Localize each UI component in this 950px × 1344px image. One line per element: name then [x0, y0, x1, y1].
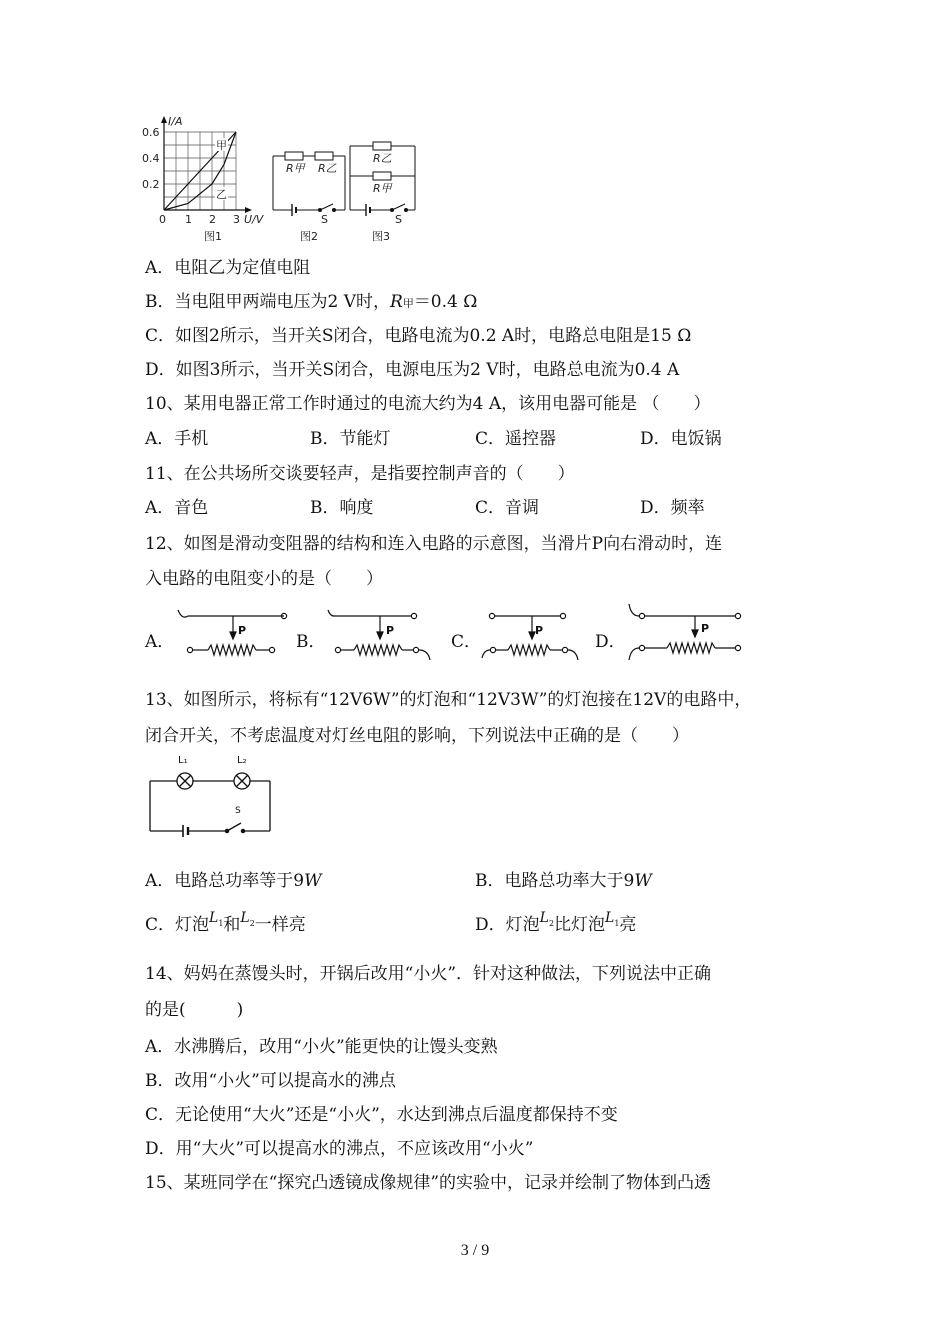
y-tick-0-2: 0.2	[142, 178, 160, 191]
q13-option-d-pre: D．灯泡	[475, 915, 540, 935]
q14-option-d: D．用“大火”可以提高水的沸点，不应该改用“小火”	[145, 1139, 534, 1159]
q11-option-a: A．音色	[145, 498, 209, 518]
q13-option-d	[475, 910, 637, 939]
q12-stem-line2: 入电路的电阻变小的是（ ）	[145, 569, 383, 589]
q13-option-b-unit: W	[634, 871, 652, 891]
x-tick-0: 0	[159, 213, 166, 226]
fig3-switch-label: S	[395, 213, 402, 226]
q9-option-c: C．如图2所示，当开关S闭合，电路电流为0.2 A时，电路总电阻是15 Ω	[145, 326, 692, 346]
fig3-r-bottom: R甲	[373, 182, 392, 195]
q9-option-b-sub: 甲	[402, 297, 414, 310]
q13-stem-line2: 闭合开关，不考虑温度对灯丝电阻的影响，下列说法中正确的是（ ）	[145, 726, 689, 746]
q14-stem-line1: 14、妈妈在蒸馒头时，开锅后改用“小火”．针对这种做法，下列说法中正确	[145, 964, 712, 984]
fig2-caption: 图2	[300, 230, 318, 243]
q13-option-d-mid: 比灯泡	[554, 915, 606, 935]
y-axis-label: I/A	[168, 115, 183, 128]
x-axis-label: U/V	[244, 213, 264, 226]
q12-option-b-label: B．	[296, 632, 326, 652]
q12-stem-line1: 12、如图是滑动变阻器的结构和连入电路的示意图，当滑片P向右滑动时，连	[145, 534, 723, 554]
q9-option-d: D．如图3所示，当开关S闭合，电源电压为2 V时，电路总电流为0.4 A	[145, 360, 680, 380]
y-tick-0-4: 0.4	[142, 152, 160, 165]
x-tick-1: 1	[185, 213, 192, 226]
rheostat-c	[478, 606, 583, 664]
q14-option-c: C．无论使用“大火”还是“小火”，水达到沸点后温度都保持不变	[145, 1105, 618, 1125]
rheostat-a	[172, 606, 292, 664]
page-number: 3 / 9	[460, 1242, 490, 1259]
q13-option-d-post: 亮	[619, 915, 637, 935]
fig3-caption: 图3	[372, 230, 390, 243]
rheostat-d-slider-label: P	[701, 622, 710, 635]
q15-stem-line1: 15、某班同学在“探究凸透镜成像规律”的实验中，记录并绘制了物体到凸透	[145, 1173, 712, 1193]
q13-option-c-pre: C．灯泡	[145, 915, 210, 935]
q13-option-c-mid: 和	[223, 915, 241, 935]
q13-option-c-post: 一样亮	[254, 915, 306, 935]
q11-option-d: D．频率	[640, 498, 705, 518]
x-tick-2: 2	[209, 213, 216, 226]
q10-option-a: A．手机	[145, 429, 209, 449]
curve-label-yi: 乙	[216, 188, 227, 201]
q13-option-b-text: B．电路总功率大于9	[475, 871, 635, 891]
iv-graph	[142, 115, 265, 243]
q9-option-b-pre: B．当电阻甲两端电压为2 V时，	[145, 292, 390, 312]
q12-option-a-label: A．	[145, 632, 175, 652]
q9-figures	[140, 112, 420, 244]
q11-option-b: B．响度	[310, 498, 374, 518]
rheostat-b-slider-label: P	[386, 624, 395, 637]
curve-label-jia: 甲	[216, 139, 227, 152]
q12-option-c-label: C．	[451, 632, 482, 652]
q13-circuit	[145, 755, 275, 837]
q12-option-d-label: D．	[595, 632, 626, 652]
q9-option-b-symbol: R	[390, 292, 403, 312]
q10-stem: 10、某用电器正常工作时通过的电流大约为4 A，该用电器可能是 （ ）	[145, 394, 711, 414]
q13-option-c-l1-sub: 1	[218, 919, 224, 928]
y-tick-0-6: 0.6	[142, 126, 160, 139]
rheostat-c-slider-label: P	[535, 624, 544, 637]
fig2-r-left: R甲	[286, 162, 305, 175]
q11-option-c: C．音调	[475, 498, 540, 518]
q10-option-d: D．电饭锅	[640, 429, 722, 449]
q13-option-d-l1-sub: 1	[614, 919, 620, 928]
q13-stem-line1: 13、如图所示，将标有“12V6W”的灯泡和“12V3W”的灯泡接在12V的电路中，	[145, 690, 752, 710]
q13-option-d-l2-sub: 2	[548, 919, 555, 928]
fig2-r-right: R乙	[318, 162, 337, 175]
q14-stem-line2: 的是( )	[145, 1000, 244, 1020]
q13-circuit-l2-label: L₂	[237, 755, 247, 766]
fig1-caption: 图1	[204, 230, 222, 243]
rheostat-d	[623, 602, 753, 664]
x-tick-3: 3	[233, 213, 240, 226]
q10-option-b: B．节能灯	[310, 429, 391, 449]
fig3-r-top: R乙	[373, 152, 392, 165]
q13-option-d-l2: L	[539, 910, 549, 926]
q13-option-a-unit: W	[304, 871, 322, 891]
q9-option-a: A．电阻乙为定值电阻	[145, 258, 311, 278]
rheostat-b	[320, 606, 435, 664]
q13-option-b	[475, 870, 652, 892]
q13-option-c-l2: L	[240, 910, 250, 926]
fig2-switch-label: S	[321, 213, 328, 226]
q13-circuit-l1-label: L₁	[178, 755, 188, 766]
q13-option-a	[145, 870, 322, 892]
rheostat-a-slider-label: P	[238, 624, 247, 637]
q11-stem: 11、在公共场所交谈要轻声，是指要控制声音的（ ）	[145, 464, 575, 484]
q13-option-c	[145, 910, 306, 939]
q10-option-c: C．遥控器	[475, 429, 557, 449]
q13-option-c-l1: L	[209, 910, 219, 926]
q13-circuit-switch-label: S	[235, 806, 241, 816]
q13-option-d-l1: L	[605, 910, 615, 926]
q9-option-b	[145, 291, 477, 315]
q14-option-a: A．水沸腾后，改用“小火”能更快的让馒头变熟	[145, 1037, 498, 1057]
q13-option-a-text: A．电路总功率等于9	[145, 871, 305, 891]
q14-option-b: B．改用“小火”可以提高水的沸点	[145, 1071, 396, 1091]
q13-option-c-l2-sub: 2	[249, 919, 255, 928]
q9-option-b-post: ＝0.4 Ω	[413, 292, 478, 312]
